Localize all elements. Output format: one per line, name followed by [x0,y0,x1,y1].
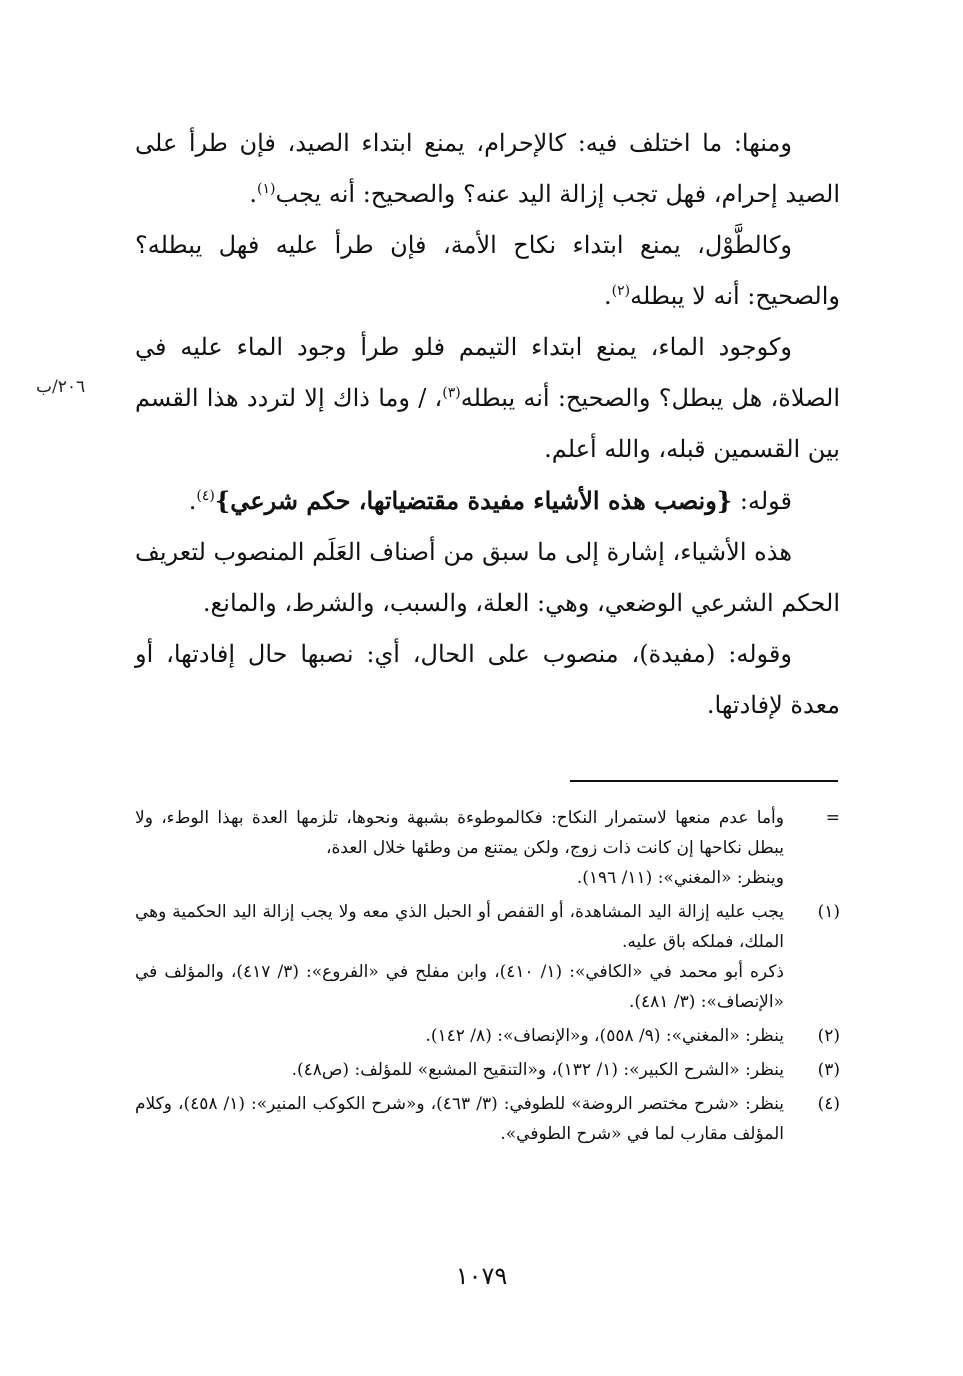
footnote-2-body: ينظر: «المغني»: (٩/ ٥٥٨)، و«الإنصاف»: (٨/ ١٤٢). [425,1026,784,1046]
paragraph-4-end: . [188,487,197,515]
footnote-1-line: يجب عليه إزالة اليد المشاهدة، أو القفص أو الحبل الذي معه ولا يجب إزالة اليد الحكمية وهي الملك، فملكه باق عليه. [135,902,784,952]
footnote-continuation-body [135,803,784,893]
paragraph-1 [135,118,840,220]
paragraph-4 [135,475,840,527]
paragraph-1-end: . [249,180,258,208]
main-text [135,118,840,731]
paragraph-6 [135,629,840,731]
paragraph-3 [135,322,840,475]
footnote-4-marker: (٤) [817,1094,840,1114]
footnote-1-body [135,897,784,1017]
paragraph-1-text: ومنها: ما اختلف فيه: كالإحرام، يمنع ابتداء الصيد، فإن طرأ على الصيد إحرام، فهل تجب إزالة اليد عنه؟ والصحيح: أنه يجب [135,129,840,208]
footnote-separator [570,780,838,782]
footnote-continuation-line: وأما عدم منعها لاستمرار النكاح: فكالموطوءة بشبهة ونحوها، تلزمها العدة بهذا الوطء، ولا يبطل نكاحها إن كانت ذات زوج، ولكن يمتنع من وطئها خلال العدة، [135,808,784,858]
footnote-continuation-marker: = [825,808,840,828]
footnote-ref-1[interactable]: (١) [257,181,276,197]
footnote-ref-2[interactable]: (٢) [611,283,631,299]
page-number: ١٠٧٩ [455,1262,508,1290]
footnote-1 [135,897,840,1017]
footnote-ref-4[interactable]: (٤) [196,488,215,504]
footnote-4 [135,1089,840,1149]
footnote-2-marker: (٢) [817,1026,840,1046]
paragraph-2-end: . [603,282,612,310]
footnote-3-marker: (٣) [817,1060,840,1080]
footnote-1-marker: (١) [817,902,840,922]
paragraph-5 [135,527,840,629]
paragraph-3-text-b: ، / وما ذاك إلا لتردد هذا القسم بين القسمين قبله، والله أعلم. [135,384,840,463]
matn-quote: {ونصب هذه الأشياء مفيدة مقتضياتها، حكم شرعي} [214,486,733,515]
footnote-4-body: ينظر: «شرح مختصر الروضة» للطوفي: (٣/ ٤٦٣)، و«شرح الكوكب المنير»: (١/ ٤٥٨)، وكلام المؤلف مقارب لما في «شرح الطوفي». [135,1094,785,1144]
paragraph-4-lead: قوله: [739,487,792,515]
paragraph-2-text: وكالطَّوْل، يمنع ابتداء نكاح الأمة، فإن طرأ عليه فهل يبطله؟ والصحيح: أنه لا يبطله [135,231,840,310]
footnote-2 [135,1021,840,1051]
footnote-ref-3[interactable]: (٣) [442,385,461,401]
footnote-3 [135,1055,840,1085]
footnote-3-body: ينظر: «الشرح الكبير»: (١/ ١٣٢)، و«التنقيح المشبع» للمؤلف: (ص٤٨). [291,1060,784,1080]
footnote-continuation-line: وينظر: «المغني»: (١١/ ١٩٦). [576,868,784,888]
manuscript-folio-marker: ٢٠٦/ب [36,377,86,397]
paragraph-5-text: هذه الأشياء، إشارة إلى ما سبق من أصناف العَلَم المنصوب لتعريف الحكم الشرعي الوضعي، وهي: العلة، والسبب، والشرط، والمانع. [135,538,840,617]
footnotes [135,803,840,1153]
paragraph-3-text-a: وكوجود الماء، يمنع ابتداء التيمم فلو طرأ وجود الماء عليه في الصلاة، هل يبطل؟ والصحيح: أنه يبطله [135,333,840,412]
paragraph-6-text: وقوله: (مفيدة)، منصوب على الحال، أي: نصبها حال إفادتها، أو معدة لإفادتها. [135,640,840,719]
footnote-1-line: ذكره أبو محمد في «الكافي»: (١/ ٤١٠)، وابن مفلح في «الفروع»: (٣/ ٤١٧)، والمؤلف في «الإنصاف»: (٣/ ٤٨١). [135,962,784,1012]
footnote-continuation [135,803,840,893]
paragraph-2 [135,220,840,322]
